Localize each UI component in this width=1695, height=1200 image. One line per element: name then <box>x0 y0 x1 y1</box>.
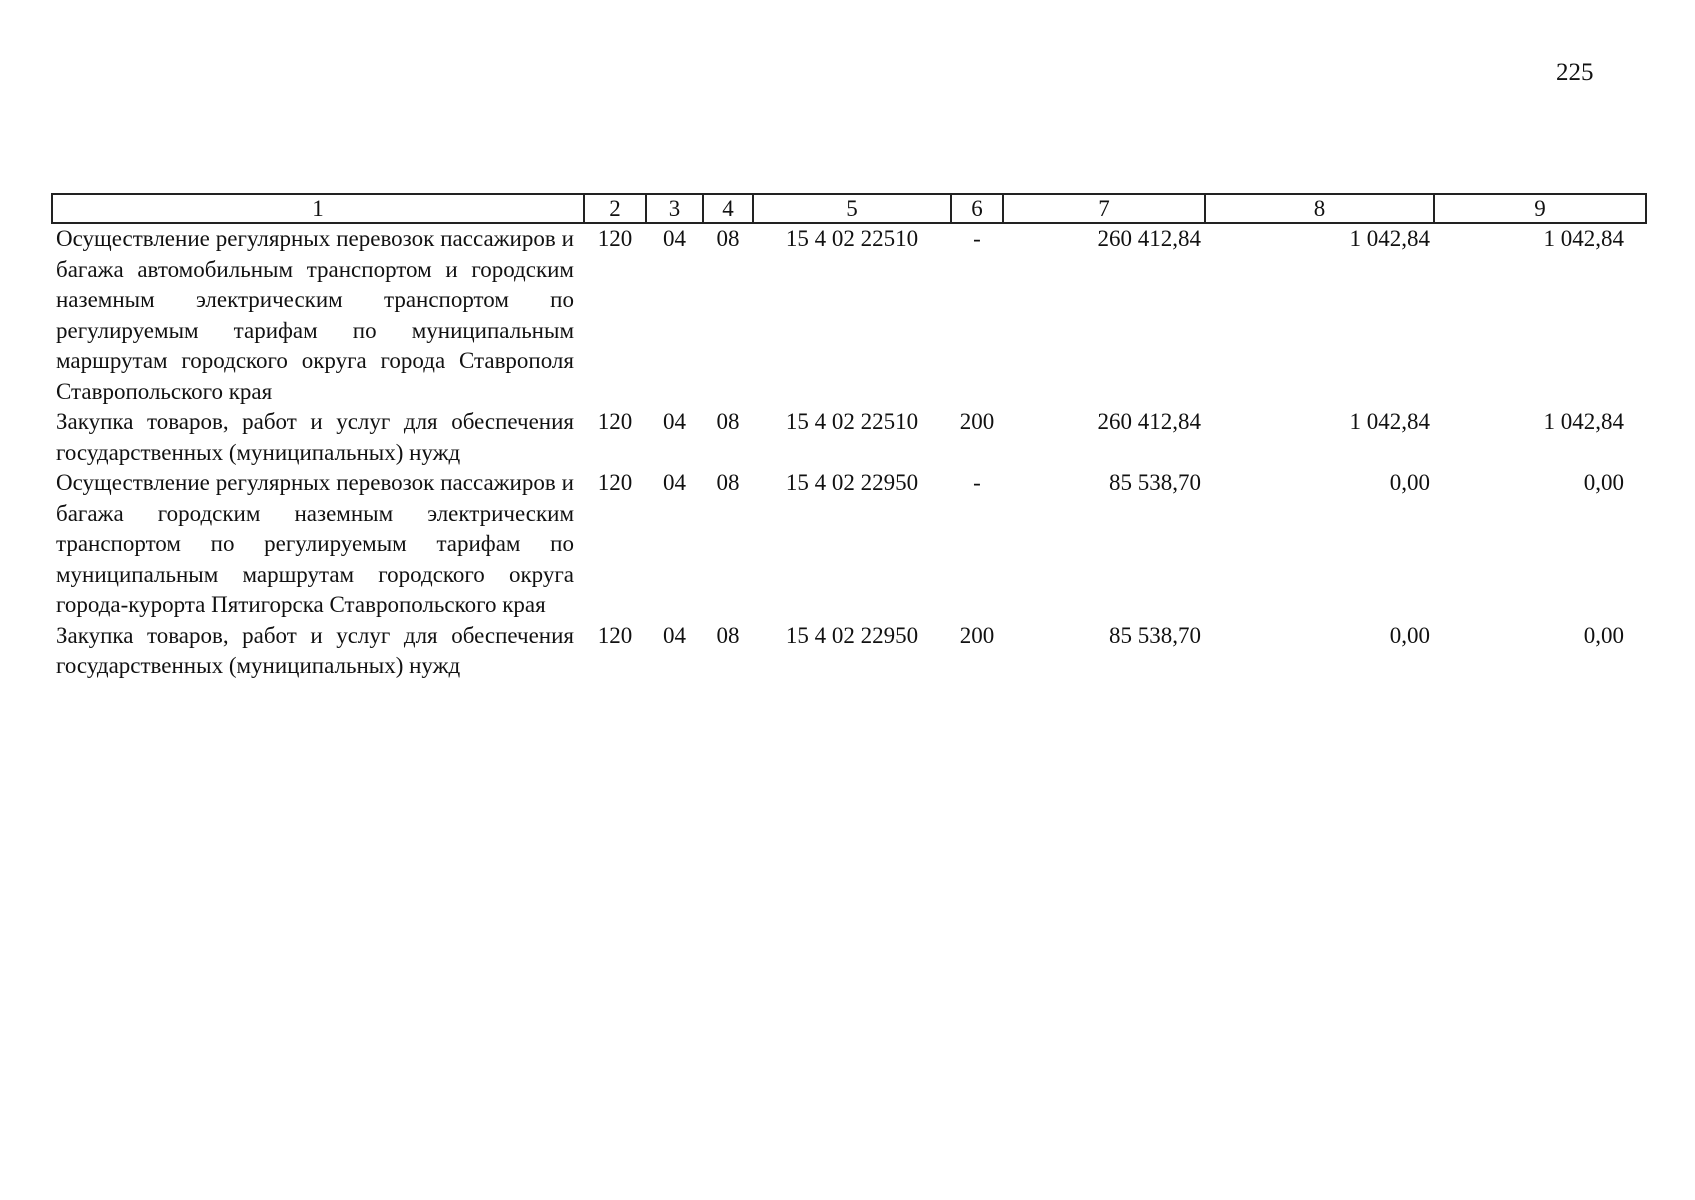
header-row <box>52 194 1646 223</box>
target-article-code: 15 4 02 22950 <box>785 622 919 648</box>
amount-col9: 1 042,84 <box>1543 409 1624 434</box>
subsection-code: 08 <box>716 226 740 251</box>
expense-type-code: 200 <box>959 409 995 434</box>
amount-col9: 0,00 <box>1583 622 1624 648</box>
subsection-code: 08 <box>716 409 740 434</box>
row-name: Закупка товаров, работ и услуг для обеспечения государственных (муниципальных) нужд <box>56 409 574 465</box>
table-row <box>52 621 1646 682</box>
section-code: 04 <box>663 409 686 434</box>
amount-col8: 1 042,84 <box>1349 409 1430 434</box>
ved-code: 120 <box>597 226 633 251</box>
amount-col7: 260 412,84 <box>1097 409 1201 434</box>
column-header: 7 <box>1003 194 1205 223</box>
subsection-code: 08 <box>716 470 740 495</box>
amount-col9: 0,00 <box>1583 470 1624 495</box>
column-header: 2 <box>584 194 646 223</box>
amount-col8: 0,00 <box>1389 622 1430 648</box>
column-header: 1 <box>52 194 584 223</box>
amount-col8: 1 042,84 <box>1349 226 1430 251</box>
ved-code: 120 <box>597 409 633 434</box>
amount-col7: 85 538,70 <box>1109 622 1201 648</box>
table-row <box>52 407 1646 468</box>
column-header: 4 <box>703 194 753 223</box>
section-code: 04 <box>663 226 686 251</box>
amount-col7: 260 412,84 <box>1097 226 1201 251</box>
amount-col9: 1 042,84 <box>1543 226 1624 251</box>
row-name: Осуществление регулярных перевозок пассажиров и багажа автомобильным транспортом и городским наземным электрическим транспортом по регулируемым тарифам по муниципальным маршрутам городского округа города Ставрополя Ставропольского края <box>56 226 574 404</box>
ved-code: 120 <box>597 470 633 495</box>
column-header: 3 <box>646 194 703 223</box>
table-row <box>52 223 1646 407</box>
table-row <box>52 468 1646 621</box>
row-name: Закупка товаров, работ и услуг для обеспечения государственных (муниципальных) нужд <box>56 622 574 678</box>
section-code: 04 <box>663 622 686 648</box>
ved-code: 120 <box>597 622 633 648</box>
column-header: 6 <box>951 194 1003 223</box>
row-name: Осуществление регулярных перевозок пассажиров и багажа городским наземным электрическим транспортом по регулируемым тарифам по муниципальным маршрутам городского округа города-курорта Пятигорска Ставропольского края <box>56 470 574 617</box>
section-code: 04 <box>663 470 686 495</box>
expense-type-code: - <box>973 226 981 251</box>
column-header: 8 <box>1205 194 1434 223</box>
budget-table <box>51 193 1647 682</box>
page-number: 225 <box>1556 59 1594 86</box>
expense-type-code: 200 <box>959 622 995 648</box>
column-header: 5 <box>753 194 951 223</box>
column-header: 9 <box>1434 194 1646 223</box>
target-article-code: 15 4 02 22510 <box>785 226 919 251</box>
expense-type-code: - <box>973 470 981 495</box>
amount-col8: 0,00 <box>1389 470 1430 495</box>
target-article-code: 15 4 02 22950 <box>785 470 919 495</box>
amount-col7: 85 538,70 <box>1109 470 1201 495</box>
subsection-code: 08 <box>716 622 740 648</box>
target-article-code: 15 4 02 22510 <box>785 409 919 434</box>
